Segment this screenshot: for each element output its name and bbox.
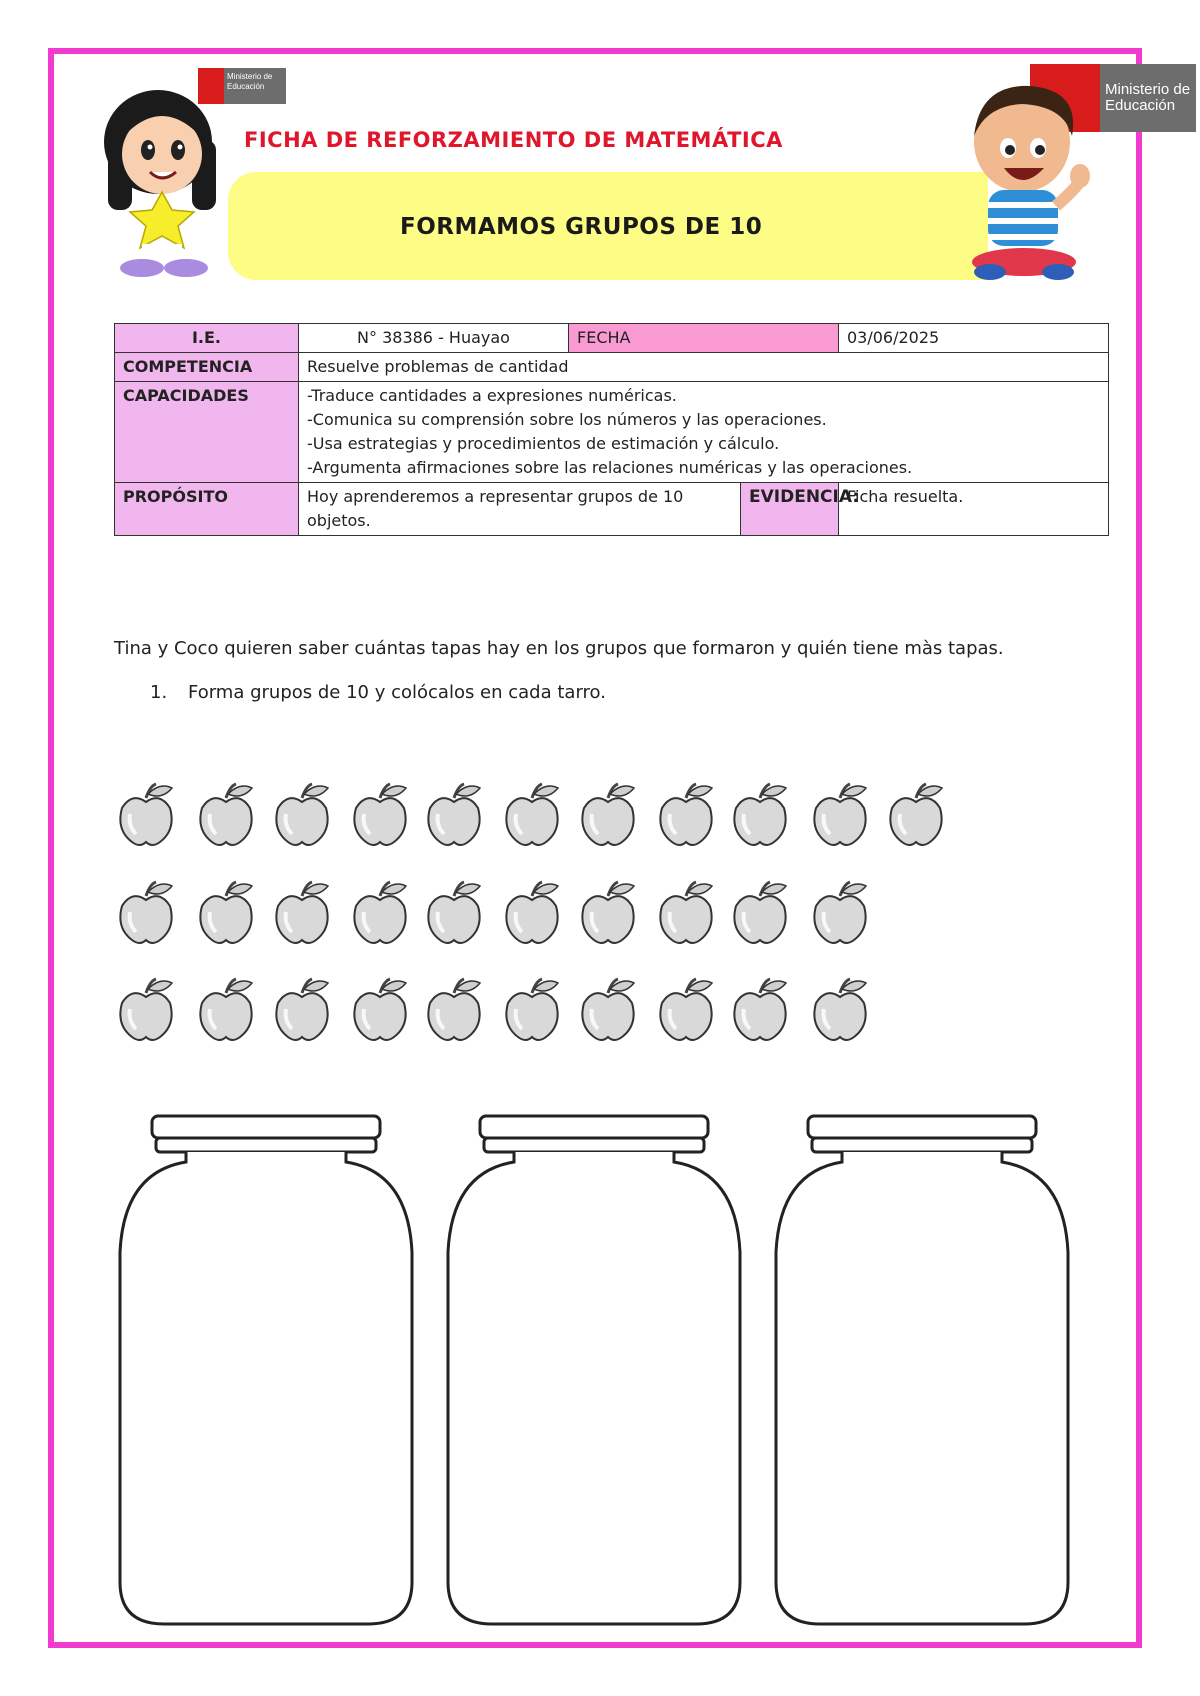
proposito-label: PROPÓSITO xyxy=(115,483,299,536)
apple-icon[interactable] xyxy=(424,878,484,946)
apple-icon[interactable] xyxy=(502,780,562,848)
proposito-value: Hoy aprenderemos a representar grupos de 10 objetos. xyxy=(299,483,741,536)
apple-icon[interactable] xyxy=(272,878,332,946)
ie-label: I.E. xyxy=(115,324,299,353)
apple-icon[interactable] xyxy=(656,878,716,946)
apple-icon[interactable] xyxy=(116,975,176,1043)
apple-icon[interactable] xyxy=(424,780,484,848)
apple-icon[interactable] xyxy=(350,780,410,848)
apple-icon[interactable] xyxy=(578,780,638,848)
ie-value: N° 38386 - Huayao xyxy=(299,324,569,353)
apple-icon[interactable] xyxy=(350,878,410,946)
competencia-value: Resuelve problemas de cantidad xyxy=(299,353,1109,382)
apple-icon[interactable] xyxy=(656,780,716,848)
instruction-text: Tina y Coco quieren saber cuántas tapas hay en los grupos que formaron y quién tiene màs tapas. xyxy=(114,638,1004,659)
capacidad-item: -Argumenta afirmaciones sobre las relaciones numéricas y las operaciones. xyxy=(307,458,913,477)
apple-icon[interactable] xyxy=(272,780,332,848)
ministry-logo-text-left: Ministerio de Educación xyxy=(227,72,273,91)
capacidad-item: -Comunica su comprensión sobre los números y las operaciones. xyxy=(307,410,827,429)
fecha-value: 03/06/2025 xyxy=(839,324,1109,353)
apple-icon[interactable] xyxy=(196,878,256,946)
table-row xyxy=(115,324,1109,353)
apple-icon[interactable] xyxy=(730,780,790,848)
apple-icon[interactable] xyxy=(272,975,332,1043)
ministry-logo-text-right: Ministerio de Educación xyxy=(1105,81,1191,114)
exercise-text: Forma grupos de 10 y colócalos en cada tarro. xyxy=(188,682,606,703)
capacidad-item: -Usa estrategias y procedimientos de estimación y cálculo. xyxy=(307,434,780,453)
worksheet-title: FICHA DE REFORZAMIENTO DE MATEMÁTICA xyxy=(244,128,783,152)
jar-drop-zone[interactable] xyxy=(444,1112,744,1636)
capacidad-item: -Traduce cantidades a expresiones numéricas. xyxy=(307,386,677,405)
capacidades-list xyxy=(299,382,1109,483)
apple-icon[interactable] xyxy=(116,780,176,848)
evidencia-label: EVIDENCIA: xyxy=(741,483,839,536)
competencia-label: COMPETENCIA xyxy=(115,353,299,382)
apple-icon[interactable] xyxy=(350,975,410,1043)
table-row xyxy=(115,353,1109,382)
jar-drop-zone[interactable] xyxy=(116,1112,416,1636)
apple-icon[interactable] xyxy=(196,780,256,848)
boy-character-illustration xyxy=(960,76,1100,286)
evidencia-value: Ficha resuelta. xyxy=(839,483,1109,536)
apple-icon[interactable] xyxy=(810,878,870,946)
apple-icon[interactable] xyxy=(578,975,638,1043)
capacidades-label: CAPACIDADES xyxy=(115,382,299,483)
apple-icon[interactable] xyxy=(424,975,484,1043)
girl-character-illustration xyxy=(96,80,236,280)
apple-icon[interactable] xyxy=(730,975,790,1043)
table-row xyxy=(115,382,1109,483)
apple-icon[interactable] xyxy=(730,878,790,946)
apple-icon[interactable] xyxy=(196,975,256,1043)
apple-icon[interactable] xyxy=(656,975,716,1043)
jar-drop-zone[interactable] xyxy=(772,1112,1072,1636)
exercise-item xyxy=(150,682,606,703)
apple-icon[interactable] xyxy=(886,780,946,848)
table-row xyxy=(115,483,1109,536)
apple-icon[interactable] xyxy=(810,975,870,1043)
apple-icon[interactable] xyxy=(502,878,562,946)
exercise-number: 1. xyxy=(150,682,168,703)
apple-icon[interactable] xyxy=(578,878,638,946)
apple-icon[interactable] xyxy=(810,780,870,848)
worksheet-subtitle: FORMAMOS GRUPOS DE 10 xyxy=(400,214,763,240)
fecha-label: FECHA xyxy=(569,324,839,353)
info-table xyxy=(114,323,1109,536)
apple-icon[interactable] xyxy=(502,975,562,1043)
apple-icon[interactable] xyxy=(116,878,176,946)
